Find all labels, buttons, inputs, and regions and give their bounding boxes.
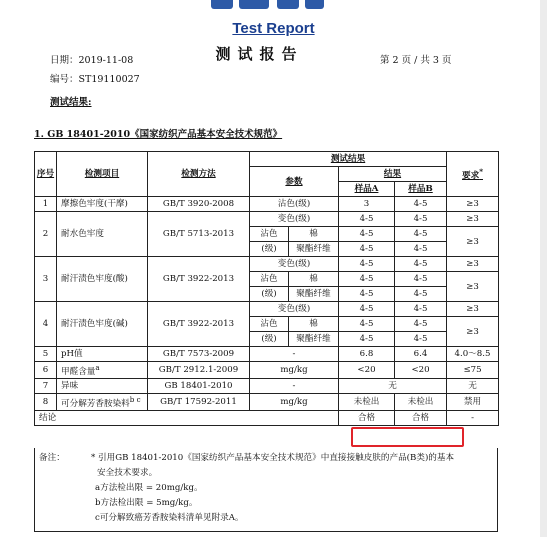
- row-method: GB/T 17592-2011: [148, 393, 250, 410]
- row-param-grade: (级): [250, 332, 289, 347]
- row-param-fiber: 聚酯纤维: [289, 287, 339, 302]
- row-sample-b: 4-5: [395, 302, 447, 317]
- row-sample-b: 4-5: [395, 317, 447, 332]
- page-edge: [540, 0, 547, 537]
- row-method: GB/T 2912.1-2009: [148, 362, 250, 379]
- row-method: GB/T 3920-2008: [148, 197, 250, 212]
- header-requirement-label: 要求: [462, 170, 480, 181]
- row-sample-a: 4-5: [339, 287, 395, 302]
- row-sample-a: 6.8: [339, 347, 395, 362]
- row-item: 耐汗渍色牢度(酸): [57, 257, 148, 302]
- row-item: [57, 393, 148, 410]
- table-row: [35, 347, 499, 362]
- row-requirement: 禁用: [447, 393, 499, 410]
- row-item: pH值: [57, 347, 148, 362]
- notes-section: [34, 448, 498, 532]
- row-item-label: 可分解芳香胺染料: [61, 398, 130, 409]
- table-row: [35, 362, 499, 379]
- row-sample-a: <20: [339, 362, 395, 379]
- row-requirement: ≥3: [447, 197, 499, 212]
- table-row: [35, 197, 499, 212]
- row-param: mg/kg: [250, 362, 339, 379]
- row-param: 变色(级): [250, 212, 339, 227]
- header-no: 序号: [35, 152, 57, 197]
- conclusion-blank: [148, 410, 339, 425]
- row-no: 8: [35, 393, 57, 410]
- header-result: 结果: [339, 167, 447, 182]
- header-item: 检测项目: [57, 152, 148, 197]
- row-param-fiber: 棉: [289, 317, 339, 332]
- row-param-fiber: 聚酯纤维: [289, 242, 339, 257]
- report-title-zh: 测试报告: [215, 45, 304, 63]
- row-sample-a: 4-5: [339, 272, 395, 287]
- row-sample-a: 3: [339, 197, 395, 212]
- row-param-stain: 沾色: [250, 272, 289, 287]
- conclusion-requirement: -: [447, 410, 499, 425]
- row-requirement: ≥3: [447, 302, 499, 317]
- row-no: 7: [35, 378, 57, 393]
- header-sample-b: 样品B: [395, 182, 447, 197]
- row-sample-b: 4-5: [395, 257, 447, 272]
- row-requirement: 4.0～8.5: [447, 347, 499, 362]
- row-no: 2: [35, 212, 57, 257]
- row-item-label: 甲醛含量: [61, 366, 96, 377]
- row-no: 1: [35, 197, 57, 212]
- note-line: a方法检出限 = 20mg/kg。: [95, 483, 203, 493]
- row-method: GB/T 3922-2013: [148, 257, 250, 302]
- header-requirement: [447, 152, 499, 197]
- row-sample-a: 4-5: [339, 302, 395, 317]
- report-date: 日期：2019-11-08: [50, 55, 134, 66]
- row-no: 6: [35, 362, 57, 379]
- row-requirement: ≥3: [447, 257, 499, 272]
- report-number: 编号：ST19110027: [50, 74, 140, 85]
- row-param-fiber: 棉: [289, 227, 339, 242]
- conclusion-row: [35, 410, 499, 425]
- row-no: 3: [35, 257, 57, 302]
- row-item: 摩擦色牢度(干摩): [57, 197, 148, 212]
- row-sample-b: <20: [395, 362, 447, 379]
- notes-label: 备注：: [39, 453, 65, 463]
- company-logo: [211, 0, 324, 9]
- row-item: 异味: [57, 378, 148, 393]
- header-param: 参数: [250, 167, 339, 197]
- row-param-fiber: 聚酯纤维: [289, 332, 339, 347]
- row-method: GB 18401-2010: [148, 378, 250, 393]
- row-param-fiber: 棉: [289, 272, 339, 287]
- row-item: 耐水色牢度: [57, 212, 148, 257]
- row-sample-a: 4-5: [339, 257, 395, 272]
- results-heading: 测试结果:: [50, 97, 92, 108]
- report-title-en: Test Report: [232, 20, 315, 37]
- row-requirement: ≥3: [447, 272, 499, 302]
- row-param: 沾色(级): [250, 197, 339, 212]
- row-requirement: ≥3: [447, 227, 499, 257]
- row-sample-a: 4-5: [339, 242, 395, 257]
- row-sample-b: 未检出: [395, 393, 447, 410]
- row-item: 耐汗渍色牢度(碱): [57, 302, 148, 347]
- note-line: 安全技术要求。: [97, 468, 158, 478]
- row-requirement: ≤75: [447, 362, 499, 379]
- row-sample-a: 4-5: [339, 317, 395, 332]
- row-requirement: 无: [447, 378, 499, 393]
- row-sample-a: 4-5: [339, 212, 395, 227]
- note-line: * 引用GB 18401-2010《国家纺织产品基本安全技术规范》中直接接触皮肤的产品(B类)的基本: [91, 453, 455, 463]
- row-param-stain: 沾色: [250, 227, 289, 242]
- row-sample-b: 4-5: [395, 272, 447, 287]
- row-requirement: ≥3: [447, 212, 499, 227]
- row-sample-b: 4-5: [395, 242, 447, 257]
- row-param: 变色(级): [250, 257, 339, 272]
- table-header-row: [35, 152, 499, 167]
- row-no: 4: [35, 302, 57, 347]
- row-sample-a: 4-5: [339, 332, 395, 347]
- row-param: -: [250, 347, 339, 362]
- row-param-grade: (级): [250, 287, 289, 302]
- table-row: [35, 257, 499, 272]
- row-no: 5: [35, 347, 57, 362]
- row-sample-b: 4-5: [395, 197, 447, 212]
- row-sample-b: 4-5: [395, 212, 447, 227]
- row-sample-a: 未检出: [339, 393, 395, 410]
- table-row: [35, 378, 499, 393]
- row-item: [57, 362, 148, 379]
- row-sample-b: 4-5: [395, 227, 447, 242]
- header-method: 检测方法: [148, 152, 250, 197]
- header-test-results: 测试结果: [250, 152, 447, 167]
- row-method: GB/T 7573-2009: [148, 347, 250, 362]
- page-number: 第 2 页 / 共 3 页: [380, 55, 452, 66]
- header-sample-a: 样品A: [339, 182, 395, 197]
- table-row: [35, 212, 499, 227]
- row-sample-ab: 无: [339, 378, 447, 393]
- table-row: [35, 393, 499, 410]
- note-line: c可分解致癌芳香胺染料清单见附录A。: [95, 513, 244, 523]
- table-row: [35, 302, 499, 317]
- standard-heading: 1. GB 18401-2010《国家纺织产品基本安全技术规范》: [34, 129, 283, 140]
- row-item-mark: b c: [129, 394, 141, 404]
- row-sample-b: 4-5: [395, 332, 447, 347]
- conclusion-sample-a: 合格: [339, 410, 395, 425]
- row-method: GB/T 3922-2013: [148, 302, 250, 347]
- row-sample-b: 6.4: [395, 347, 447, 362]
- row-sample-b: 4-5: [395, 287, 447, 302]
- row-param: -: [250, 378, 339, 393]
- row-param: mg/kg: [250, 393, 339, 410]
- results-table: [34, 151, 499, 426]
- row-method: GB/T 5713-2013: [148, 212, 250, 257]
- conclusion-sample-b: 合格: [395, 410, 447, 425]
- note-line: b方法检出限 = 5mg/kg。: [95, 498, 198, 508]
- row-param-stain: 沾色: [250, 317, 289, 332]
- conclusion-label: 结论: [35, 410, 148, 425]
- row-param-grade: (级): [250, 242, 289, 257]
- row-item-mark: a: [95, 363, 100, 372]
- header-requirement-mark: *: [479, 167, 483, 177]
- row-sample-a: 4-5: [339, 227, 395, 242]
- row-requirement: ≥3: [447, 317, 499, 347]
- row-param: 变色(级): [250, 302, 339, 317]
- conclusion-highlight-box: [351, 427, 464, 447]
